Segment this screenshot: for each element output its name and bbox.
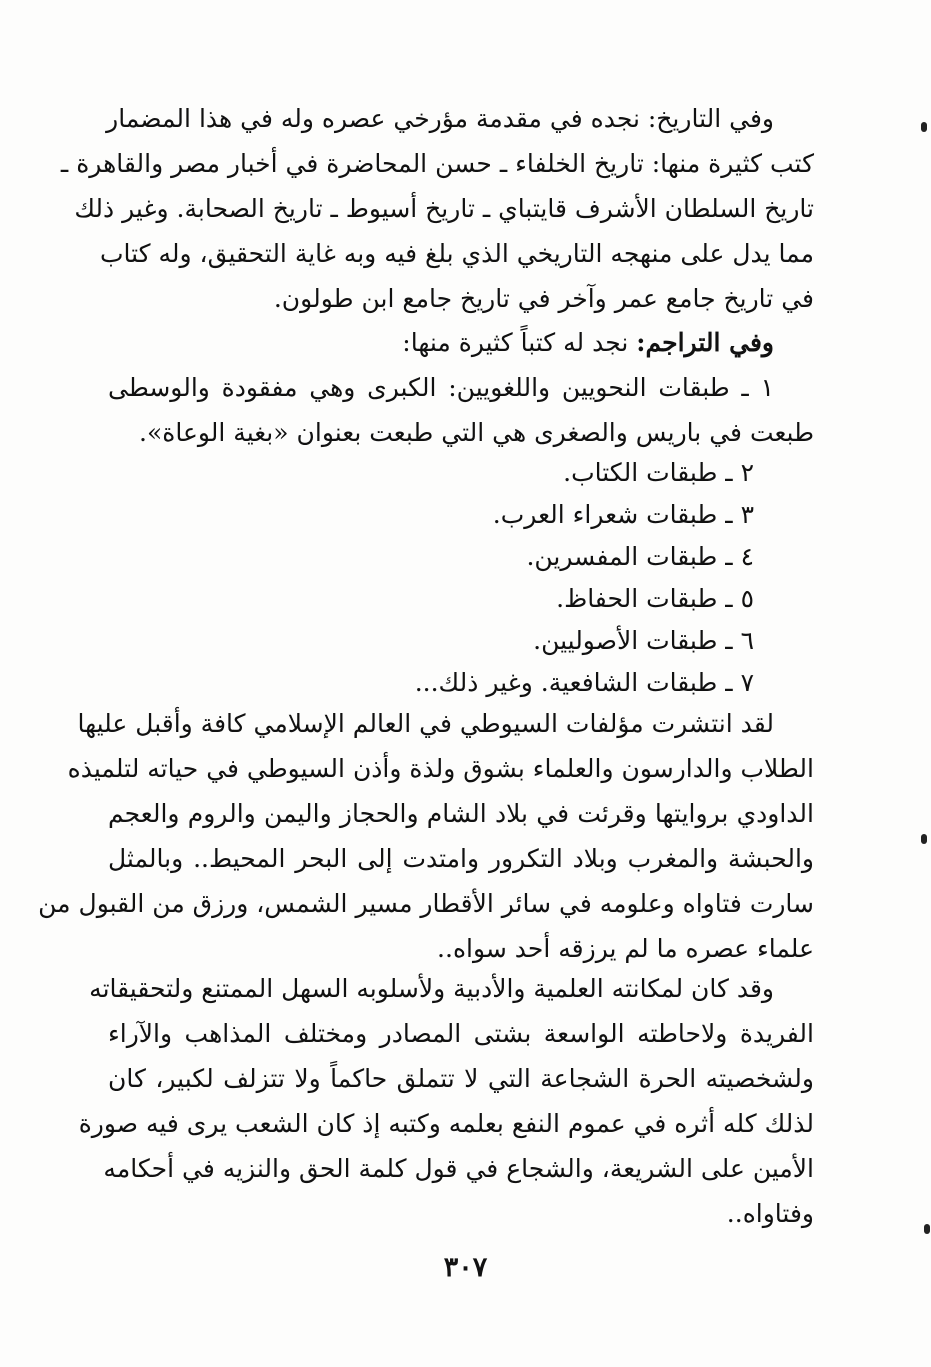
- text-line: الأمين على الشريعة، والشجاع في قول كلمة الحق والنزيه في أحكامه: [103, 1154, 814, 1183]
- scan-edge-mark: [924, 1224, 930, 1234]
- text-line: الفريدة ولاحاطته الواسعة بشتى المصادر ومختلف المذاهب والآراء: [108, 1019, 814, 1048]
- text-line: الطلاب والدارسون والعلماء بشوق ولذة وأذن السيوطي في حياته لتلميذه: [67, 754, 814, 783]
- biographies-list: [108, 452, 814, 704]
- text-line: في تاريخ جامع عمر وآخر في تاريخ جامع ابن طولون.: [273, 284, 814, 313]
- text-line: مما يدل على منهجه التاريخي الذي بلغ فيه وبه غاية التحقيق، وله كتاب: [99, 239, 814, 268]
- text-line: ولشخصيته الحرة الشجاعة التي لا تتملق حاكماً ولا تتزلف لكبير، كان: [108, 1064, 814, 1093]
- list-item-1-continued: طبعت في باريس والصغرى هي التي طبعت بعنوان «بغية الوعاة».: [139, 418, 814, 447]
- list-item: ٤ ـ طبقات المفسرين.: [526, 542, 754, 571]
- text-line: تاريخ السلطان الأشرف قايتباي ـ تاريخ أسيوط ـ تاريخ الصحابة. وغير ذلك: [74, 194, 814, 223]
- text-line: سارت فتاواه وعلومه في سائر الأقطار مسير الشمس، ورزق من القبول من: [38, 889, 814, 918]
- paragraph-biographies: [108, 320, 814, 455]
- list-item: ٧ ـ طبقات الشافعية. وغير ذلك...: [414, 668, 754, 697]
- list-item: ٢ ـ طبقات الكتاب.: [563, 458, 754, 487]
- page-number: ٣٠٧: [443, 1252, 488, 1283]
- list-item-1: ١ ـ طبقات النحويين واللغويين: الكبرى وهي مفقودة والوسطى: [108, 373, 774, 402]
- text-line: علماء عصره ما لم يرزقه أحد سواه..: [437, 934, 814, 963]
- text-line: وفي التاريخ: نجده في مقدمة مؤرخي عصره وله في هذا المضمار: [106, 104, 774, 133]
- paragraph-history: [60, 96, 814, 321]
- text-line: وقد كان لمكانته العلمية والأدبية ولأسلوبه السهل الممتنع ولتحقيقاته: [89, 974, 774, 1003]
- list-item: ٥ ـ طبقات الحفاظ.: [556, 584, 754, 613]
- list-item: ٦ ـ طبقات الأصوليين.: [533, 626, 754, 655]
- text-line: وفتاواه..: [726, 1199, 814, 1228]
- scan-edge-mark: [921, 122, 927, 132]
- text-line: لذلك كله أثره في عموم النفع بعلمه وكتبه إذ كان الشعب يرى فيه صورة: [78, 1109, 814, 1138]
- paragraph-spread: [38, 701, 814, 971]
- scan-edge-mark: [921, 834, 927, 844]
- biographies-intro: نجد له كتباً كثيرة منها:: [402, 328, 629, 357]
- list-item: ٣ ـ طبقات شعراء العرب.: [492, 500, 754, 529]
- text-line: الداودي بروايتها وقرئت في بلاد الشام والحجاز واليمن والروم والعجم: [108, 799, 814, 828]
- text-line: كتب كثيرة منها: تاريخ الخلفاء ـ حسن المحاضرة في أخبار مصر والقاهرة ـ: [60, 149, 814, 178]
- text-line: لقد انتشرت مؤلفات السيوطي في العالم الإسلامي كافة وأقبل عليها: [77, 709, 774, 738]
- text-line: والحبشة والمغرب وبلاد التكرور وامتدت إلى البحر المحيط.. وبالمثل: [108, 844, 814, 873]
- biographies-heading-line: [108, 320, 814, 365]
- biographies-heading: وفي التراجم:: [636, 328, 774, 357]
- paragraph-status: [78, 966, 814, 1236]
